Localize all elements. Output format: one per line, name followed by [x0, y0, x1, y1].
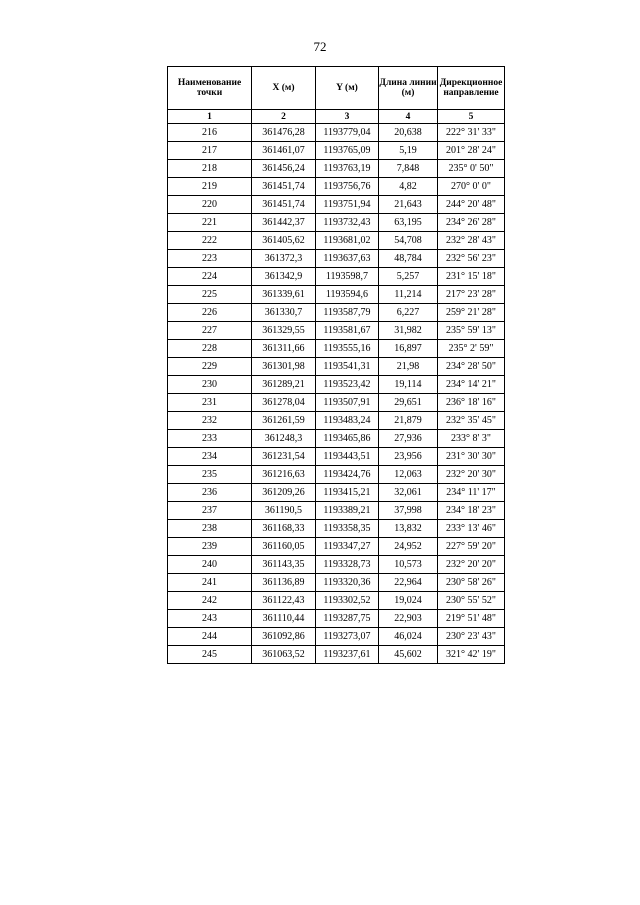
cell-y: 1193424,76: [316, 466, 379, 484]
cell-line-length: 7,848: [379, 160, 438, 178]
cell-x: 361209,26: [252, 484, 316, 502]
cell-line-length: 23,956: [379, 448, 438, 466]
cell-y: 1193581,67: [316, 322, 379, 340]
cell-point-name: 220: [168, 196, 252, 214]
cell-y: 1193598,7: [316, 268, 379, 286]
cell-point-name: 235: [168, 466, 252, 484]
table-row: [168, 394, 505, 412]
cell-line-length: 5,257: [379, 268, 438, 286]
cell-point-name: 244: [168, 628, 252, 646]
cell-y: 1193587,79: [316, 304, 379, 322]
cell-direction: 217° 23' 28": [438, 286, 505, 304]
cell-point-name: 224: [168, 268, 252, 286]
cell-point-name: 222: [168, 232, 252, 250]
table-row: [168, 178, 505, 196]
cell-point-name: 227: [168, 322, 252, 340]
cell-x: 361261,59: [252, 412, 316, 430]
cell-line-length: 5,19: [379, 142, 438, 160]
column-number: 3: [316, 110, 379, 124]
column-number: 5: [438, 110, 505, 124]
cell-x: 361248,3: [252, 430, 316, 448]
table-row: [168, 358, 505, 376]
cell-direction: 244° 20' 48": [438, 196, 505, 214]
cell-direction: 232° 28' 43": [438, 232, 505, 250]
page-number: 72: [313, 39, 327, 54]
cell-point-name: 237: [168, 502, 252, 520]
column-number: 1: [168, 110, 252, 124]
cell-y: 1193347,27: [316, 538, 379, 556]
header-line-length: Длина линии (м): [379, 67, 438, 110]
cell-direction: 231° 30' 30": [438, 448, 505, 466]
table-row: [168, 160, 505, 178]
cell-direction: 222° 31' 33": [438, 124, 505, 142]
coordinates-table: [167, 66, 505, 664]
cell-direction: 234° 26' 28": [438, 214, 505, 232]
cell-x: 361110,44: [252, 610, 316, 628]
cell-line-length: 6,227: [379, 304, 438, 322]
cell-direction: 201° 28' 24": [438, 142, 505, 160]
cell-point-name: 230: [168, 376, 252, 394]
cell-point-name: 218: [168, 160, 252, 178]
cell-x: 361231,54: [252, 448, 316, 466]
cell-direction: 232° 56' 23": [438, 250, 505, 268]
cell-point-name: 240: [168, 556, 252, 574]
cell-direction: 234° 18' 23": [438, 502, 505, 520]
cell-line-length: 22,964: [379, 574, 438, 592]
cell-point-name: 216: [168, 124, 252, 142]
cell-point-name: 228: [168, 340, 252, 358]
cell-x: 361330,7: [252, 304, 316, 322]
cell-point-name: 217: [168, 142, 252, 160]
cell-y: 1193637,63: [316, 250, 379, 268]
table-row: [168, 646, 505, 664]
cell-y: 1193328,73: [316, 556, 379, 574]
cell-y: 1193507,91: [316, 394, 379, 412]
cell-y: 1193465,86: [316, 430, 379, 448]
cell-line-length: 16,897: [379, 340, 438, 358]
cell-y: 1193320,36: [316, 574, 379, 592]
cell-x: 361063,52: [252, 646, 316, 664]
cell-direction: 234° 28' 50": [438, 358, 505, 376]
cell-x: 361339,61: [252, 286, 316, 304]
table-row: [168, 124, 505, 142]
table-row: [168, 628, 505, 646]
column-number-row: [168, 110, 505, 124]
table-row: [168, 196, 505, 214]
cell-y: 1193779,04: [316, 124, 379, 142]
cell-y: 1193443,51: [316, 448, 379, 466]
cell-x: 361461,07: [252, 142, 316, 160]
cell-point-name: 233: [168, 430, 252, 448]
cell-point-name: 219: [168, 178, 252, 196]
cell-x: 361136,89: [252, 574, 316, 592]
cell-direction: 259° 21' 28": [438, 304, 505, 322]
cell-direction: 321° 42' 19": [438, 646, 505, 664]
cell-line-length: 45,602: [379, 646, 438, 664]
cell-x: 361342,9: [252, 268, 316, 286]
cell-y: 1193483,24: [316, 412, 379, 430]
cell-line-length: 46,024: [379, 628, 438, 646]
table-row: [168, 232, 505, 250]
cell-line-length: 32,061: [379, 484, 438, 502]
table-row: [168, 340, 505, 358]
cell-y: 1193541,31: [316, 358, 379, 376]
cell-line-length: 27,936: [379, 430, 438, 448]
cell-point-name: 242: [168, 592, 252, 610]
cell-x: 361405,62: [252, 232, 316, 250]
cell-line-length: 21,643: [379, 196, 438, 214]
cell-x: 361301,98: [252, 358, 316, 376]
column-number: 4: [379, 110, 438, 124]
table-row: [168, 250, 505, 268]
cell-point-name: 243: [168, 610, 252, 628]
cell-point-name: 236: [168, 484, 252, 502]
cell-point-name: 231: [168, 394, 252, 412]
table-row: [168, 322, 505, 340]
cell-line-length: 10,573: [379, 556, 438, 574]
cell-direction: 232° 35' 45": [438, 412, 505, 430]
cell-point-name: 241: [168, 574, 252, 592]
cell-x: 361190,5: [252, 502, 316, 520]
cell-y: 1193681,02: [316, 232, 379, 250]
cell-y: 1193302,52: [316, 592, 379, 610]
header-direction: Дирекционное направление: [438, 67, 505, 110]
table-row: [168, 610, 505, 628]
table-row: [168, 538, 505, 556]
cell-point-name: 223: [168, 250, 252, 268]
table-body: [168, 124, 505, 664]
cell-y: 1193732,43: [316, 214, 379, 232]
cell-x: 361092,86: [252, 628, 316, 646]
cell-direction: 230° 23' 43": [438, 628, 505, 646]
cell-direction: 235° 0' 50": [438, 160, 505, 178]
cell-y: 1193765,09: [316, 142, 379, 160]
cell-x: 361289,21: [252, 376, 316, 394]
cell-y: 1193756,76: [316, 178, 379, 196]
table-row: [168, 412, 505, 430]
table-row: [168, 574, 505, 592]
cell-y: 1193389,21: [316, 502, 379, 520]
cell-x: 361451,74: [252, 196, 316, 214]
cell-line-length: 31,982: [379, 322, 438, 340]
cell-line-length: 29,651: [379, 394, 438, 412]
cell-x: 361168,33: [252, 520, 316, 538]
cell-direction: 233° 8' 3": [438, 430, 505, 448]
cell-line-length: 20,638: [379, 124, 438, 142]
cell-line-length: 11,214: [379, 286, 438, 304]
cell-line-length: 48,784: [379, 250, 438, 268]
cell-line-length: 21,98: [379, 358, 438, 376]
cell-x: 361160,05: [252, 538, 316, 556]
cell-x: 361122,43: [252, 592, 316, 610]
header-x: X (м): [252, 67, 316, 110]
cell-y: 1193763,19: [316, 160, 379, 178]
cell-line-length: 37,998: [379, 502, 438, 520]
cell-y: 1193415,21: [316, 484, 379, 502]
cell-point-name: 226: [168, 304, 252, 322]
cell-direction: 227° 59' 20": [438, 538, 505, 556]
cell-direction: 235° 2' 59": [438, 340, 505, 358]
table-row: [168, 214, 505, 232]
cell-line-length: 63,195: [379, 214, 438, 232]
table-row: [168, 592, 505, 610]
cell-direction: 232° 20' 30": [438, 466, 505, 484]
table-row: [168, 448, 505, 466]
cell-y: 1193523,42: [316, 376, 379, 394]
cell-x: 361216,63: [252, 466, 316, 484]
cell-y: 1193358,35: [316, 520, 379, 538]
cell-direction: 230° 58' 26": [438, 574, 505, 592]
cell-y: 1193751,94: [316, 196, 379, 214]
cell-x: 361143,35: [252, 556, 316, 574]
cell-x: 361311,66: [252, 340, 316, 358]
cell-line-length: 54,708: [379, 232, 438, 250]
cell-line-length: 22,903: [379, 610, 438, 628]
cell-y: 1193273,07: [316, 628, 379, 646]
table-row: [168, 268, 505, 286]
cell-direction: 236° 18' 16": [438, 394, 505, 412]
cell-x: 361442,37: [252, 214, 316, 232]
header-point-name: Наименование точки: [168, 67, 252, 110]
cell-direction: 219° 51' 48": [438, 610, 505, 628]
cell-line-length: 13,832: [379, 520, 438, 538]
table-row: [168, 376, 505, 394]
cell-x: 361451,74: [252, 178, 316, 196]
table-row: [168, 502, 505, 520]
header-row: [168, 67, 505, 110]
cell-y: 1193237,61: [316, 646, 379, 664]
table-row: [168, 286, 505, 304]
cell-x: 361372,3: [252, 250, 316, 268]
table-row: [168, 520, 505, 538]
cell-direction: 233° 13' 46": [438, 520, 505, 538]
cell-direction: 234° 14' 21": [438, 376, 505, 394]
cell-point-name: 245: [168, 646, 252, 664]
cell-point-name: 238: [168, 520, 252, 538]
cell-line-length: 4,82: [379, 178, 438, 196]
cell-direction: 270° 0' 0": [438, 178, 505, 196]
table-row: [168, 556, 505, 574]
cell-direction: 235° 59' 13": [438, 322, 505, 340]
cell-point-name: 234: [168, 448, 252, 466]
header-y: Y (м): [316, 67, 379, 110]
table-row: [168, 142, 505, 160]
cell-point-name: 229: [168, 358, 252, 376]
cell-line-length: 19,114: [379, 376, 438, 394]
table-row: [168, 430, 505, 448]
cell-direction: 234° 11' 17": [438, 484, 505, 502]
cell-y: 1193555,16: [316, 340, 379, 358]
cell-y: 1193287,75: [316, 610, 379, 628]
table-row: [168, 466, 505, 484]
cell-x: 361456,24: [252, 160, 316, 178]
table-row: [168, 484, 505, 502]
cell-direction: 232° 20' 20": [438, 556, 505, 574]
cell-x: 361476,28: [252, 124, 316, 142]
cell-x: 361329,55: [252, 322, 316, 340]
cell-point-name: 239: [168, 538, 252, 556]
cell-point-name: 225: [168, 286, 252, 304]
cell-line-length: 12,063: [379, 466, 438, 484]
column-number: 2: [252, 110, 316, 124]
cell-line-length: 24,952: [379, 538, 438, 556]
cell-point-name: 232: [168, 412, 252, 430]
cell-line-length: 19,024: [379, 592, 438, 610]
table-row: [168, 304, 505, 322]
cell-direction: 230° 55' 52": [438, 592, 505, 610]
cell-point-name: 221: [168, 214, 252, 232]
cell-x: 361278,04: [252, 394, 316, 412]
cell-line-length: 21,879: [379, 412, 438, 430]
cell-y: 1193594,6: [316, 286, 379, 304]
cell-direction: 231° 15' 18": [438, 268, 505, 286]
